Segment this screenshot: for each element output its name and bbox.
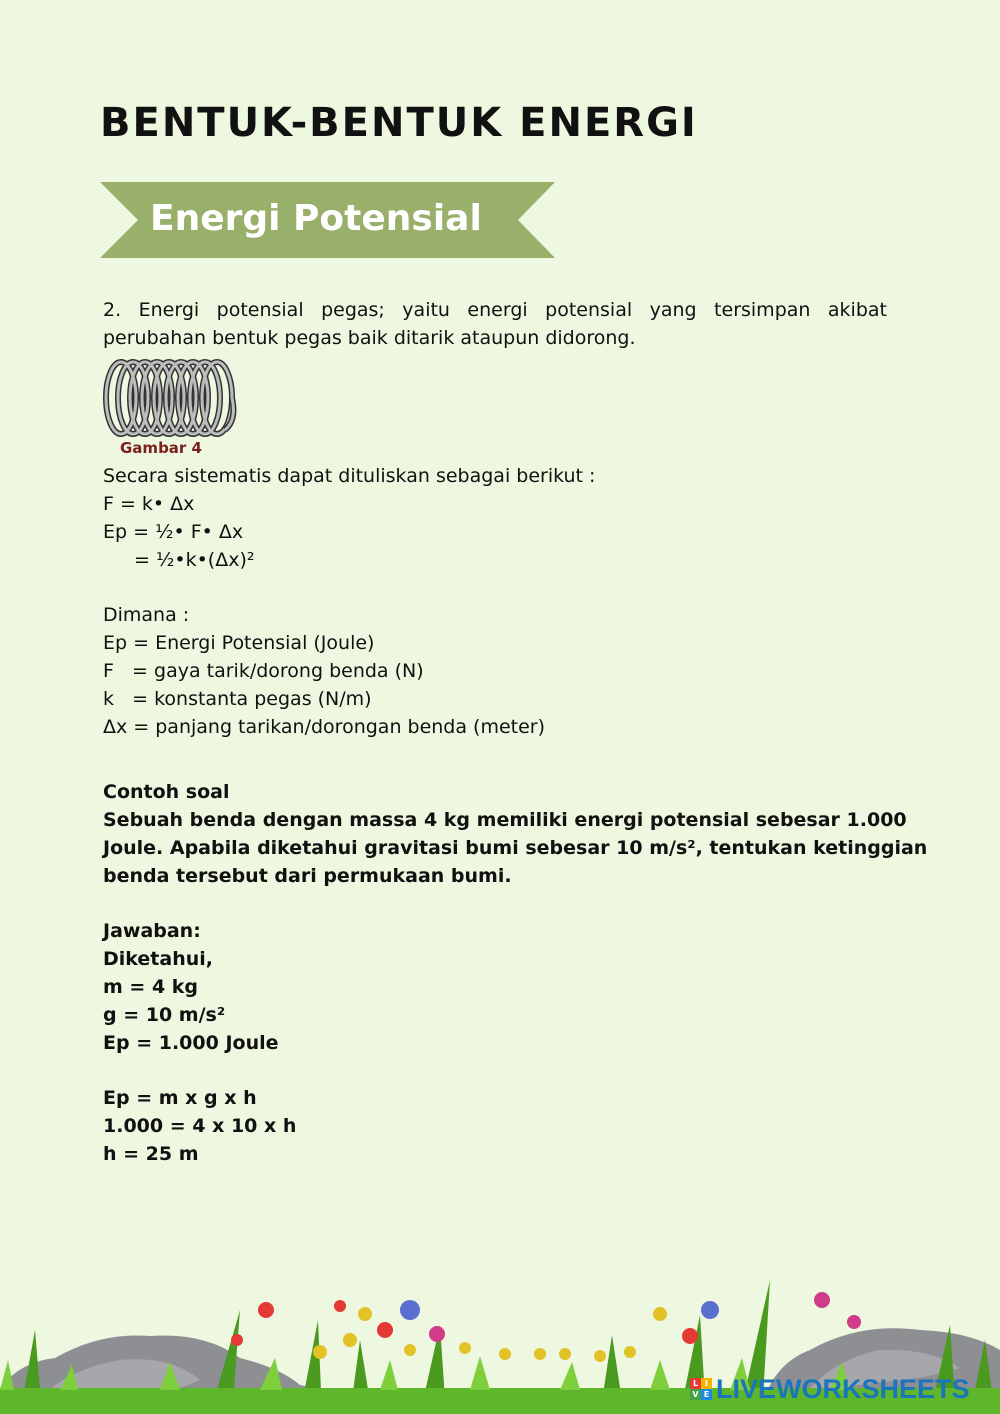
badge-letter: L <box>690 1378 701 1389</box>
formula-line: = ½•k•(Δx)² <box>134 549 255 571</box>
known-value: Ep = 1.000 Joule <box>103 1032 279 1054</box>
definition-item: Δx = panjang tarikan/dorongan benda (meter) <box>103 716 546 738</box>
badge-letter: E <box>701 1389 712 1400</box>
known-value: g = 10 m/s² <box>103 1004 226 1026</box>
liveworksheets-text: LIVEWORKSHEETS <box>716 1373 970 1404</box>
definition-item: k = konstanta pegas (N/m) <box>103 688 372 710</box>
badge-letter: I <box>701 1378 712 1389</box>
liveworksheets-badge <box>690 1378 712 1400</box>
example-text-line: Sebuah benda dengan massa 4 kg memiliki energi potensial sebesar 1.000 <box>103 809 907 831</box>
formula-line: F = k• Δx <box>103 493 195 515</box>
known-header: Diketahui, <box>103 948 213 970</box>
solution-step: 1.000 = 4 x 10 x h <box>103 1115 297 1137</box>
page-title: BENTUK-BENTUK ENERGI <box>100 100 698 146</box>
example-header: Contoh soal <box>103 781 230 803</box>
section-banner <box>100 182 555 258</box>
liveworksheets-watermark <box>690 1373 970 1405</box>
definition-item: Ep = Energi Potensial (Joule) <box>103 632 375 654</box>
answer-header: Jawaban: <box>103 920 201 942</box>
known-value: m = 4 kg <box>103 976 199 998</box>
example-text-line: benda tersebut dari permukaan bumi. <box>103 865 512 887</box>
solution-step: Ep = m x g x h <box>103 1087 257 1109</box>
definitions-header: Dimana : <box>103 604 190 626</box>
section-heading: Energi Potensial <box>150 198 482 239</box>
badge-letter: V <box>690 1389 701 1400</box>
solution-step: h = 25 m <box>103 1143 199 1165</box>
definition-item: F = gaya tarik/dorong benda (N) <box>103 660 424 682</box>
formula-line: Ep = ½• F• Δx <box>103 521 244 543</box>
intro-paragraph: 2. Energi potensial pegas; yaitu energi potensial yang tersimpan akibat perubahan bentuk pegas baik ditarik ataupun didorong. <box>103 299 887 349</box>
figure-caption: Gambar 4 <box>120 439 202 457</box>
example-text-line: Joule. Apabila diketahui gravitasi bumi sebesar 10 m/s², tentukan ketinggian <box>103 837 928 859</box>
formula-intro: Secara sistematis dapat dituliskan sebagai berikut : <box>103 465 596 487</box>
spring-illustration <box>103 358 245 438</box>
